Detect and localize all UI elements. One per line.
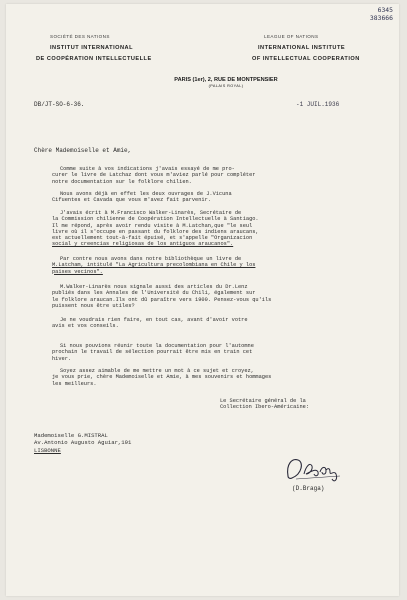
left-org-line2: DE COOPÉRATION INTELLECTUELLE (36, 56, 152, 62)
text-line: est actuellement tout-à-fait épuisé, et s'appelle "Organizacion (52, 235, 253, 242)
paragraph-7 (52, 343, 254, 362)
text-line: Il me répond, après avoir rendu visite à M.Latchan,que "le seul (52, 222, 253, 229)
text-line: M.Walker-Linarès nous signale aussi des articles du Dr.Lenz (60, 284, 248, 290)
paragraph-3 (52, 210, 259, 248)
text-line: notre documentation sur le folklore chilien. (52, 178, 192, 185)
handwritten-signature (282, 452, 348, 484)
text-line: avis et vos conseils. (52, 323, 119, 330)
date-stamp: -1 JUIL.1936 (296, 101, 340, 108)
closing (220, 398, 309, 411)
text-line: curer le livre de Latchaz dont vous m'aviez parlé pour compléter (52, 172, 256, 179)
text-line: Cifuentes et Cavada que vous m'avez fait parvenir. (52, 197, 211, 204)
text-line: hiver. (52, 355, 72, 362)
text-line: le folklore araucan.Ils ont dû paraître vers 1900. Pensez-vous qu'ils (52, 296, 272, 303)
address: PARIS (1er), 2, RUE DE MONTPENSIER (174, 77, 278, 83)
text-line: Soyez assez aimable de me mettre un mot à ce sujet et croyez, (60, 368, 254, 374)
recipient-line: LISBONNE (34, 446, 61, 454)
right-org-small: LEAGUE OF NATIONS (264, 34, 319, 39)
reference: DB/JT-SO-6-36. (34, 101, 85, 108)
paragraph-1 (52, 166, 256, 185)
text-line: paises vecinos". (52, 268, 103, 275)
archive-code-line: 6345 (377, 6, 393, 14)
text-line: Nous avons déjà en effet les deux ouvrages de J.Vicuna (60, 191, 232, 197)
archive-code-line: 383666 (369, 14, 393, 22)
text-line: M.Latcham, intitulé "La Agricultura precolombiana en Chile y los (52, 262, 256, 269)
left-org-line1: INSTITUT INTERNATIONAL (50, 45, 133, 51)
signature-name: (D.Braga) (292, 485, 325, 492)
text-line: prochain le travail de sélection pourrait être mis en train cet (52, 349, 253, 356)
text-line: Je ne voudrais rien faire, en tout cas, avant d'avoir votre (60, 317, 248, 323)
text-line: la Commission chilienne de Coopération Intellectuelle à Santiago. (52, 216, 259, 223)
recipient-line: Av.Antonio Augusto Aguiar,191 (34, 439, 132, 447)
text-line: Comme suite à vos indications j'avais essayé de me pro- (60, 166, 235, 172)
closing-line-2: Collection Ibero-Américaine: (220, 404, 310, 411)
right-org-line1: INTERNATIONAL INSTITUTE (258, 45, 346, 51)
text-line: les meilleurs. (52, 380, 97, 387)
recipient-address (34, 432, 131, 454)
right-org-line2: OF INTELLECTUAL COOPERATION (252, 56, 360, 62)
paragraph-4 (52, 256, 256, 275)
text-line: J'avais écrit à M.Francisco Walker-Linarès, Secrétaire de (60, 210, 242, 216)
text-line: Si nous pouvions réunir toute la documentation pour l'automne (60, 343, 254, 349)
left-org-small: SOCIÉTÉ DES NATIONS (50, 34, 110, 39)
text-line: publiés dans les Annales de l'Université du Chili, également sur (52, 290, 256, 297)
text-line: Par contre nous avons dans notre bibliothèque un livre de (60, 256, 242, 262)
archive-code (351, 6, 393, 22)
paragraph-6 (52, 317, 248, 330)
paragraph-8 (52, 368, 272, 387)
text-line: puissent nous être utiles? (52, 302, 135, 309)
text-line: social y creencias religiosas de los antiguos araucanos". (52, 241, 234, 248)
address-sub: (PALAIS ROYAL) (208, 84, 244, 88)
closing-line-1: Le Secrétaire général de la (220, 398, 306, 404)
paragraph-5 (52, 284, 272, 309)
letter-page (6, 4, 399, 596)
recipient-line: Mademoiselle G.MISTRAL (34, 432, 108, 439)
paragraph-2 (52, 191, 232, 204)
text-line: livre où il s'occupe en passant du folklore des indiens araucans, (52, 228, 259, 235)
text-line: je vous prie, chère Mademoiselle et Amie, à mes souvenirs et hommages (52, 374, 272, 381)
greeting: Chère Mademoiselle et Amie, (34, 147, 132, 154)
